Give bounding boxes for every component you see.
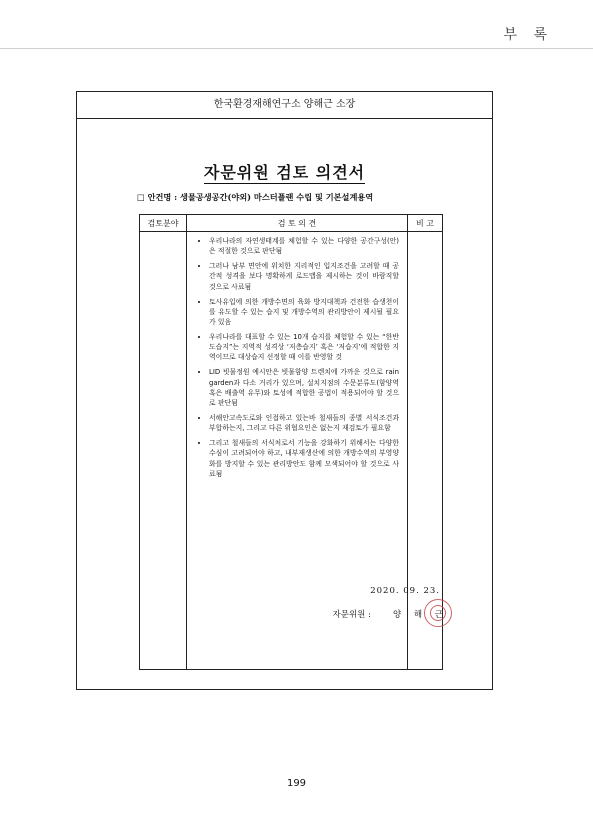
agenda-line: □ 안건명 : 생물공생공간(야외) 마스터플랜 수립 및 기본설계용역 xyxy=(137,192,374,202)
table-header-row xyxy=(140,215,443,232)
header-field: 검토분야 xyxy=(140,215,187,232)
signature-line xyxy=(333,608,448,620)
document-title-text: 자문위원 검토 의견서 xyxy=(203,163,366,182)
header-remark: 비 고 xyxy=(408,215,443,232)
review-table xyxy=(139,214,443,670)
opinion-item: • 그러나 남부 면안에 위치한 지리적인 입지조건을 고려할 때 공간적 성격을 보다 명확하게 로드맵을 제시하는 것이 바람직할 것으로 사료됨 xyxy=(209,261,399,292)
opinion-item: • 그리고 철새들의 서식처로서 기능을 강화하기 위해서는 다양한 수심이 고려되어야 하고, 내부재생산에 의한 개방수역의 부영양화를 방지할 수 있는 관리방안도 함께 모색되어야 할 것으로 사료됨 xyxy=(209,438,399,479)
document-title xyxy=(77,160,492,183)
opinion-list xyxy=(187,232,407,479)
page-number: 199 xyxy=(286,778,307,789)
table-row xyxy=(140,232,443,670)
opinion-item: • LID 빗물정원 예시안은 빗물함양 트렌치에 가까운 것으로 rain garden과 다소 거리가 있으며, 설치지점의 수문분류도(함양역 혹은 배출역 유무)와 토성에 적합한 공법이 적용되어야 할 것으로 판단됨 xyxy=(209,367,399,408)
field-cell xyxy=(140,232,187,670)
header-opinion: 검 토 의 견 xyxy=(187,215,408,232)
running-head-section: 부 록 xyxy=(503,27,553,43)
review-form-frame xyxy=(76,91,493,690)
header-divider xyxy=(0,48,593,49)
review-date: 2020. 09. 23. xyxy=(370,586,440,596)
opinion-item: • 토사유입에 의한 개방수면의 육화 방지대책과 건전한 습생천이를 유도할 수 있는 습지 및 개방수역의 관리방안이 제시될 필요가 있음 xyxy=(209,297,399,328)
opinion-item: • 서해안고속도로와 인접하고 있는바 철새들의 종별 서식조건과 부합하는지, 그리고 다른 위협요인은 없는지 재검토가 필요함 xyxy=(209,413,399,433)
opinion-item: • 우리나라의 자연생태계를 체험할 수 있는 다양한 공간구성(안)은 적절한 것으로 판단됨 xyxy=(209,236,399,256)
signature-label: 자문위원 : xyxy=(332,610,371,620)
opinion-cell xyxy=(187,232,408,670)
opinion-item: • 우리나라를 대표할 수 있는 10개 습지를 체험할 수 있는 “한반도습지”는 지역적 성격상 ‘저층습지’ 혹은 ‘저습지’에 적합한 지역이므로 대상습지 선정할 때 이를 반영할 것 xyxy=(209,332,399,363)
signature-name: 양 해 근 xyxy=(392,610,448,620)
author-line: 한국환경재해연구소 양해근 소장 xyxy=(77,92,492,119)
